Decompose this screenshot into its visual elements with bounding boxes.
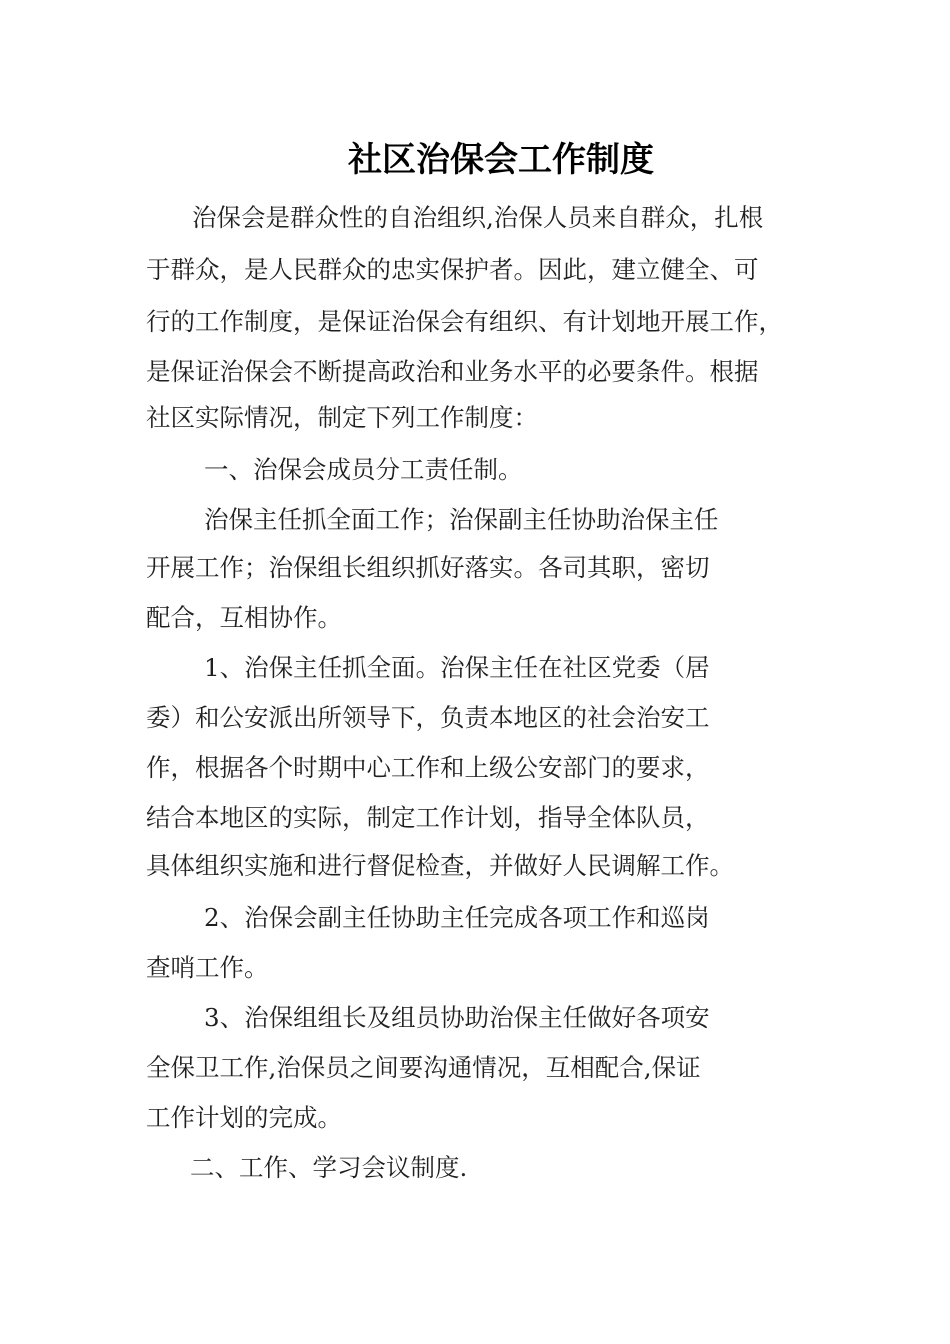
section-heading: 一、治保会成员分工责任制。 [204, 455, 523, 484]
paragraph-line: 查哨工作。 [146, 953, 269, 982]
paragraph-line: 治保会是群众性的自治组织,治保人员来自群众，扎根 [192, 203, 764, 232]
paragraph-line: 作，根据各个时期中心工作和上级公安部门的要求， [146, 753, 710, 782]
paragraph-line: 2、治保会副主任协助主任完成各项工作和巡岗 [204, 903, 710, 932]
paragraph-line: 是保证治保会不断提高政治和业务水平的必要条件。根据 [146, 357, 759, 386]
paragraph-line: 结合本地区的实际，制定工作计划，指导全体队员， [146, 803, 710, 832]
paragraph-line: 社区实际情况，制定下列工作制度： [146, 403, 538, 432]
paragraph-line: 工作计划的完成。 [146, 1103, 342, 1132]
section-heading: 二、工作、学习会议制度. [190, 1153, 468, 1182]
paragraph-line: 委）和公安派出所领导下，负责本地区的社会治安工 [146, 703, 710, 732]
paragraph-line: 具体组织实施和进行督促检查，并做好人民调解工作。 [146, 851, 734, 880]
paragraph-line: 全保卫工作,治保员之间要沟通情况，互相配合,保证 [146, 1053, 701, 1082]
paragraph-line: 行的工作制度，是保证治保会有组织、有计划地开展工作， [146, 307, 783, 336]
paragraph-line: 治保主任抓全面工作；治保副主任协助治保主任 [204, 505, 719, 534]
paragraph-line: 于群众，是人民群众的忠实保护者。因此，建立健全、可 [146, 255, 759, 284]
paragraph-line: 3、治保组组长及组员协助治保主任做好各项安 [204, 1003, 710, 1032]
paragraph-line: 配合，互相协作。 [146, 603, 342, 632]
paragraph-line: 开展工作；治保组长组织抓好落实。各司其职，密切 [146, 553, 710, 582]
paragraph-line: 1、治保主任抓全面。治保主任在社区党委（居 [204, 653, 710, 682]
document-title: 社区治保会工作制度 [348, 140, 654, 180]
